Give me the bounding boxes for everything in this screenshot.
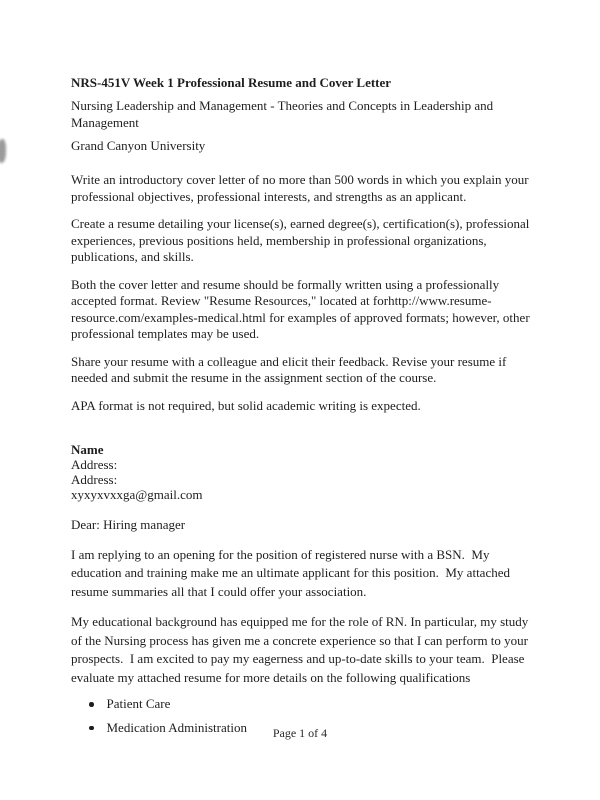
sender-email: xyxyxvxxga@gmail.com: [71, 487, 203, 502]
institution-name: Grand Canyon University: [71, 138, 206, 153]
assignment-paragraph: Write an introductory cover letter of no more than 500 words in which you explain your professional objectives, professional interests, and strengths as an applicant.: [71, 172, 532, 204]
assignment-paragraph: Share your resume with a colleague and elicit their feedback. Revise your resume if needed and submit the resume in the assignment section of the course.: [71, 353, 510, 385]
sender-block: [71, 442, 539, 502]
letter-paragraph: My educational background has equipped me for the role of RN. In particular, my study of the Nursing process has given me a concrete experience so that I can perform to your prospects. I am excited to pay my eagerness and up-to-date skills to your team. Please evaluate my attached resume for more details on the following qualifications: [71, 614, 532, 685]
bullet-dot-icon: [89, 702, 94, 707]
assignment-title: NRS-451V Week 1 Professional Resume and Cover Letter: [71, 75, 392, 90]
scan-smudge: [0, 139, 6, 163]
assignment-paragraph: Both the cover letter and resume should be formally written using a professionally accepted format. Review "Resume Resources," located at forhttp://www.resume-resource.com/examples-medical.html for examples of approved formats; however, other professional templates may be used.: [71, 276, 533, 341]
document-content: [71, 74, 539, 743]
page-number: Page 1 of 4: [272, 726, 328, 740]
qualification-item: [71, 696, 539, 713]
salutation: Dear: Hiring manager: [71, 517, 186, 532]
qualification-label: Patient Care: [106, 696, 171, 711]
letter-paragraph: I am replying to an opening for the position of registered nurse with a BSN. My education and training make me an ultimate applicant for this position. My attached resume summaries all that I could offer your association.: [71, 546, 514, 599]
qualification-label: Medication Administration: [106, 719, 247, 735]
sender-address-line: Address:: [71, 457, 118, 472]
sender-address-line: Address:: [71, 472, 118, 487]
sender-name: Name: [71, 442, 104, 457]
assignment-paragraph: Create a resume detailing your license(s), earned degree(s), certification(s), professional experiences, previous positions held, membership in professional organizations, publications, and skills.: [71, 216, 533, 264]
course-subtitle: Nursing Leadership and Management - Theories and Concepts in Leadership and Management: [71, 98, 494, 130]
assignment-paragraph: APA format is not required, but solid academic writing is expected.: [71, 397, 421, 413]
